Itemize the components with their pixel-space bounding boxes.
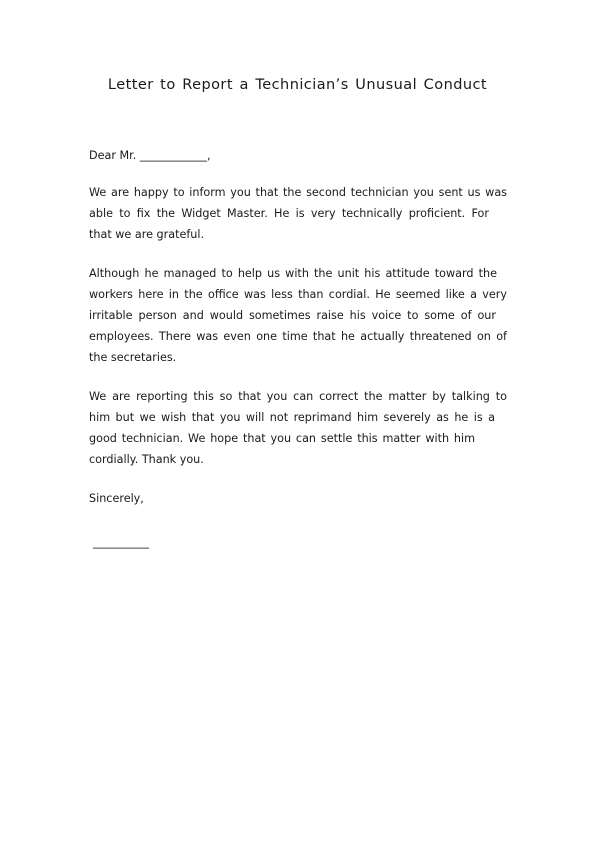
paragraph-line: Although he managed to help us with the unit his attitude toward the xyxy=(89,267,497,280)
closing: Sincerely, xyxy=(89,492,144,505)
paragraph-line: irritable person and would sometimes raise his voice to some of our xyxy=(89,309,496,322)
paragraph-3 xyxy=(89,386,507,470)
paragraph-line: him but we wish that you will not reprimand him severely as he is a xyxy=(89,411,495,424)
salutation: Dear Mr. ____________, xyxy=(89,149,211,162)
paragraph-line: the secretaries. xyxy=(89,351,177,364)
paragraph-2 xyxy=(89,263,507,368)
paragraph-line: We are happy to inform you that the second technician you sent us was xyxy=(89,186,507,199)
paragraph-line: that we are grateful. xyxy=(89,228,205,241)
paragraph-line: good technician. We hope that you can settle this matter with him xyxy=(89,432,475,445)
paragraph-line: employees. There was even one time that he actually threatened on of xyxy=(89,330,507,343)
letter-title: Letter to Report a Technician’s Unusual Conduct xyxy=(107,77,488,93)
paragraph-line: workers here in the office was less than cordial. He seemed like a very xyxy=(89,288,507,301)
paragraph-line: able to fix the Widget Master. He is very technically proficient. For xyxy=(89,207,489,220)
paragraph-1 xyxy=(89,182,507,245)
signature-line: __________ xyxy=(93,536,149,549)
paragraph-line: We are reporting this so that you can correct the matter by talking to xyxy=(89,390,507,403)
paragraph-line: cordially. Thank you. xyxy=(89,453,204,466)
